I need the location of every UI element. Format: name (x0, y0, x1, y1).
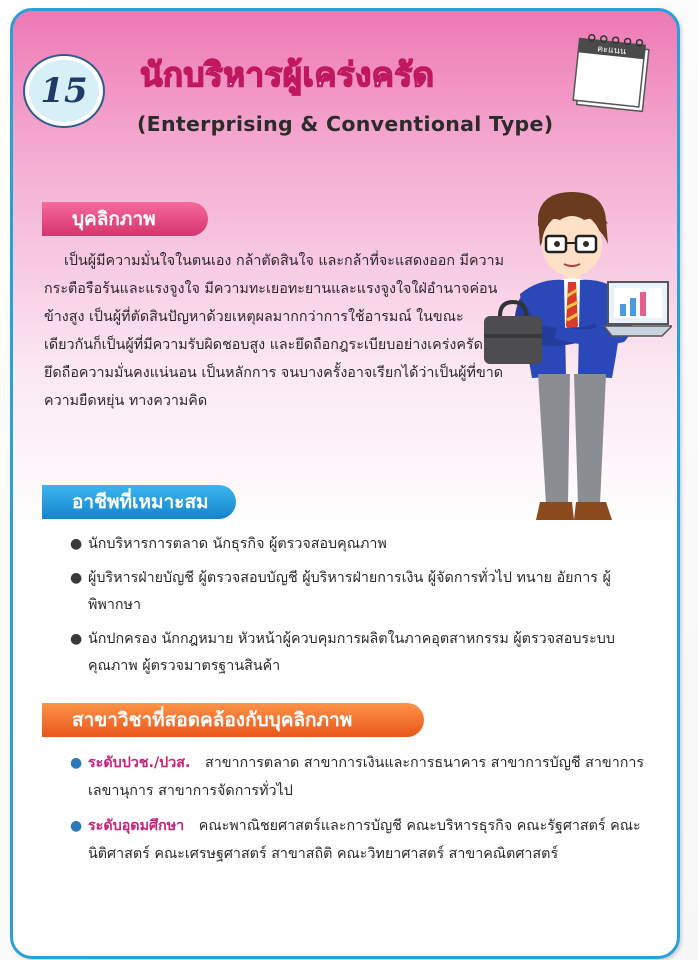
calendar-label: คะแนน (596, 44, 627, 58)
field-level: ระดับปวช./ปวส. (88, 755, 191, 771)
field-level: ระดับอุดมศึกษา (88, 818, 185, 834)
careers-list (70, 531, 660, 687)
bullet-icon: ● (70, 818, 83, 834)
career-item-text: นักบริหารการตลาด นักธุรกิจ ผู้ตรวจสอบคุณภาพ (88, 536, 387, 552)
page-title: นักบริหารผู้เคร่งครัด (140, 55, 435, 94)
type-number-badge (25, 56, 103, 126)
personality-heading-label: บุคลิกภาพ (72, 208, 156, 230)
type-number: 15 (40, 71, 88, 111)
list-item (70, 750, 660, 805)
fields-heading-label: สาขาวิชาที่สอดคล้องกับบุคลิกภาพ (72, 709, 353, 731)
list-item (70, 813, 660, 868)
fields-list (70, 750, 660, 876)
page-subtitle: (Enterprising & Conventional Type) (137, 112, 554, 136)
field-item-text: คณะพาณิชยศาสตร์และการบัญชี คณะบริหารธุรกิจ คณะรัฐศาสตร์ คณะนิติศาสตร์ คณะเศรษฐศาสตร์ สาขาสถิติ คณะวิทยาศาสตร์ สาขาคณิตศาสตร์ (88, 818, 641, 862)
field-item-text: สาขาการตลาด สาขาการเงินและการธนาคาร สาขาการบัญชี สาขาการเลขานุการ สาขาการจัดการทั่วไป (88, 755, 645, 799)
list-item (70, 565, 660, 620)
businessman-illustration (480, 186, 672, 532)
career-item-text: ผู้บริหารฝ่ายบัญชี ผู้ตรวจสอบบัญชี ผู้บริหารฝ่ายการเงิน ผู้จัดการทั่วไป ทนาย อัยการ ผู้พิพากษา (88, 569, 611, 613)
calendar-icon (566, 32, 658, 118)
personality-paragraph: เป็นผู้มีความมั่นใจในตนเอง กล้าตัดสินใจ และกล้าที่จะแสดงออก มีความกระตือรือร้นและแรงจูงใจ มีความทะเยอทะยานและแรงจูงใจใฝ่อำนาจค่อนข้างสูง เป็นผู้ที่ตัดสินปัญหาด้วยเหตุผลมากกว่าการใช้อารมณ์ ในขณะเดียวกันก็เป็นผู้ที่มีความรับผิดชอบสูง และยึดถือกฎระเบียบอย่างเคร่งครัด ยึดถือความมั่นคงแน่นอน เป็นหลักการ จนบางครั้งอาจเรียกได้ว่าเป็นผู้ที่ขาดความยืดหยุ่น ทางความคิด (44, 253, 504, 409)
bullet-icon: ● (70, 630, 83, 647)
list-item (70, 531, 660, 559)
bullet-icon: ● (70, 755, 83, 771)
list-item (70, 626, 660, 681)
careers-heading (42, 485, 236, 519)
bullet-icon: ● (70, 569, 83, 586)
fields-heading (42, 703, 424, 737)
career-item-text: นักปกครอง นักกฎหมาย หัวหน้าผู้ควบคุมการผลิตในภาคอุตสาหกรรม ผู้ตรวจสอบระบบคุณภาพ ผู้ตรวจมาตรฐานสินค้า (88, 630, 615, 674)
careers-heading-label: อาชีพที่เหมาะสม (72, 491, 209, 513)
personality-heading (42, 202, 208, 236)
bullet-icon: ● (70, 536, 83, 552)
